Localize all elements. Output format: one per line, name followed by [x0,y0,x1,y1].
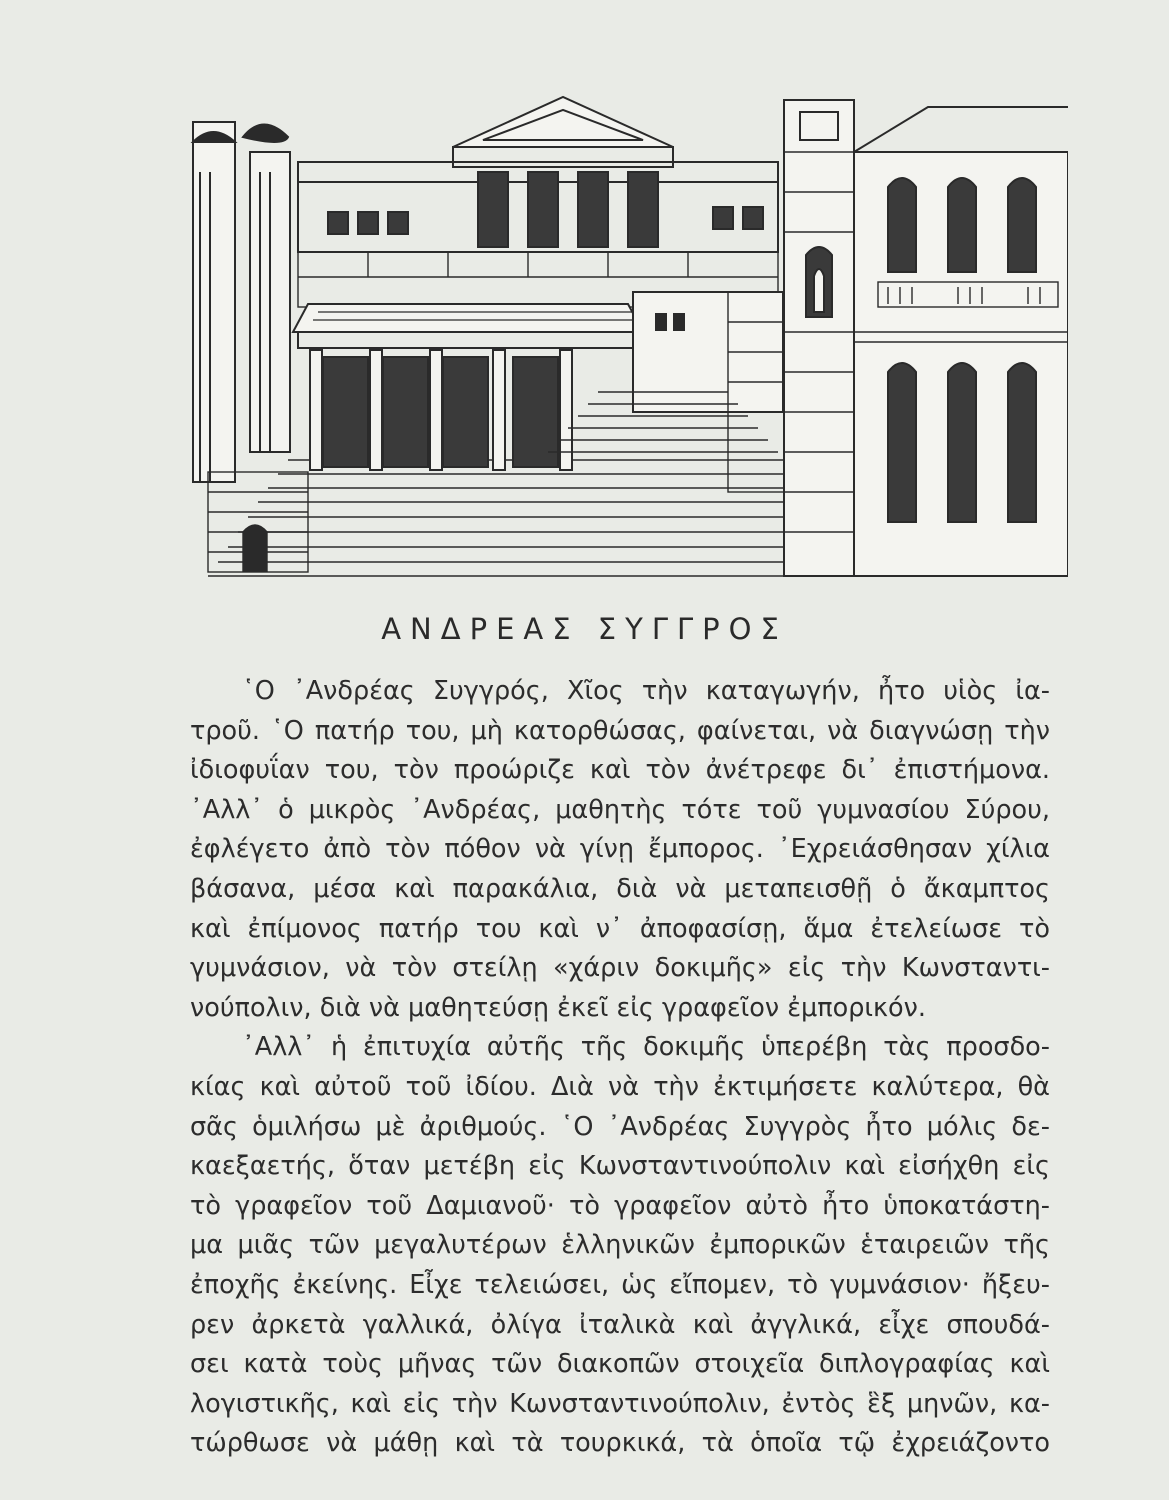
text-line: λογιστικῆς, καὶ εἰς τὴν Κωνσταντινούπολιν, ἐντὸς ἓξ μηνῶν, κα- [190,1388,1050,1419]
text-line: μα μιᾶς τῶν μεγαλυτέρων ἑλληνικῶν ἐμπορικῶν ἑταιρειῶν τῆς [190,1230,1050,1261]
text-line: τὸ γραφεῖον τοῦ Δαμιανοῦ· τὸ γραφεῖον αὐτὸ ἦτο ὑποκατάστη- [190,1190,1050,1221]
text-line: τώρθωσε νὰ μάθῃ καὶ τὰ τουρκικά, τὰ ὁποῖα τῷ ἐχρειάζοντο [190,1428,1050,1459]
text-line: βάσανα, μέσα καὶ παρακάλια, διὰ νὰ μεταπεισθῇ ὁ ἄκαμπτος [190,873,1050,904]
text-line: νούπολιν, διὰ νὰ μαθητεύσῃ ἐκεῖ εἰς γραφεῖον ἐμπορικόν. [190,992,926,1023]
text-line: τροῦ. ῾Ο πατήρ του, μὴ κατορθώσας, φαίνεται, νὰ διαγνώσῃ τὴν [190,715,1050,746]
text-line: γυμνάσιον, νὰ τὸν στείλῃ «χάριν δοκιμῆς» εἰς τὴν Κωνσταντι- [190,953,1050,984]
text-line: καεξαετής, ὅταν μετέβη εἰς Κωνσταντινούπολιν καὶ εἰσήχθη εἰς [190,1151,1050,1182]
body-text [190,672,1050,1464]
text-line: καὶ ἐπίμονος πατήρ του καὶ ν᾿ ἀποφασίσῃ, ἅμα ἐτελείωσε τὸ [190,913,1050,944]
text-line: κίας καὶ αὐτοῦ τοῦ ἰδίου. Διὰ νὰ τὴν ἐκτιμήσετε καλύτερα, θὰ [190,1071,1050,1102]
text-line: ῾Ο ᾿Ανδρέας Συγγρός, Χῖος τὴν καταγωγήν, ἦτο υἱὸς ἰα- [242,676,1050,706]
text-line: ἰδιοφυΐαν του, τὸν προώριζε καὶ τὸν ἀνέτρεφε δι᾿ ἐπιστήμονα. [190,755,1050,786]
text-line: ρεν ἀρκετὰ γαλλικά, ὀλίγα ἰταλικὰ καὶ ἀγγλικά, εἶχε σπουδά- [190,1309,1050,1340]
chapter-title: ΑΝΔΡΕΑΣ ΣΥΓΓΡΟΣ [381,612,788,646]
text-line: ἐποχῆς ἐκείνης. Εἶχε τελειώσει, ὡς εἴπομεν, τὸ γυμνάσιον· ἤξευ- [190,1269,1050,1300]
text-line: σει κατὰ τοὺς μῆνας τῶν διακοπῶν στοιχεῖα διπλογραφίας καὶ [190,1349,1050,1380]
architectural-engraving-illustration [188,92,1068,584]
text-line: ἐφλέγετο ἀπὸ τὸν πόθον νὰ γίνῃ ἔμπορος. ᾿Εχρειάσθησαν χίλια [190,834,1050,865]
text-line: ᾿Αλλ᾿ ἡ ἐπιτυχία αὐτῆς τῆς δοκιμῆς ὑπερέβη τὰς προσδο- [242,1032,1050,1063]
text-line: ᾿Αλλ᾿ ὁ μικρὸς ᾿Ανδρέας, μαθητὴς τότε τοῦ γυμνασίου Σύρου, [190,794,1050,825]
text-line: σᾶς ὁμιλήσω μὲ ἀριθμούς. ῾Ο ᾿Ανδρέας Συγγρὸς ἦτο μόλις δε- [190,1111,1050,1142]
